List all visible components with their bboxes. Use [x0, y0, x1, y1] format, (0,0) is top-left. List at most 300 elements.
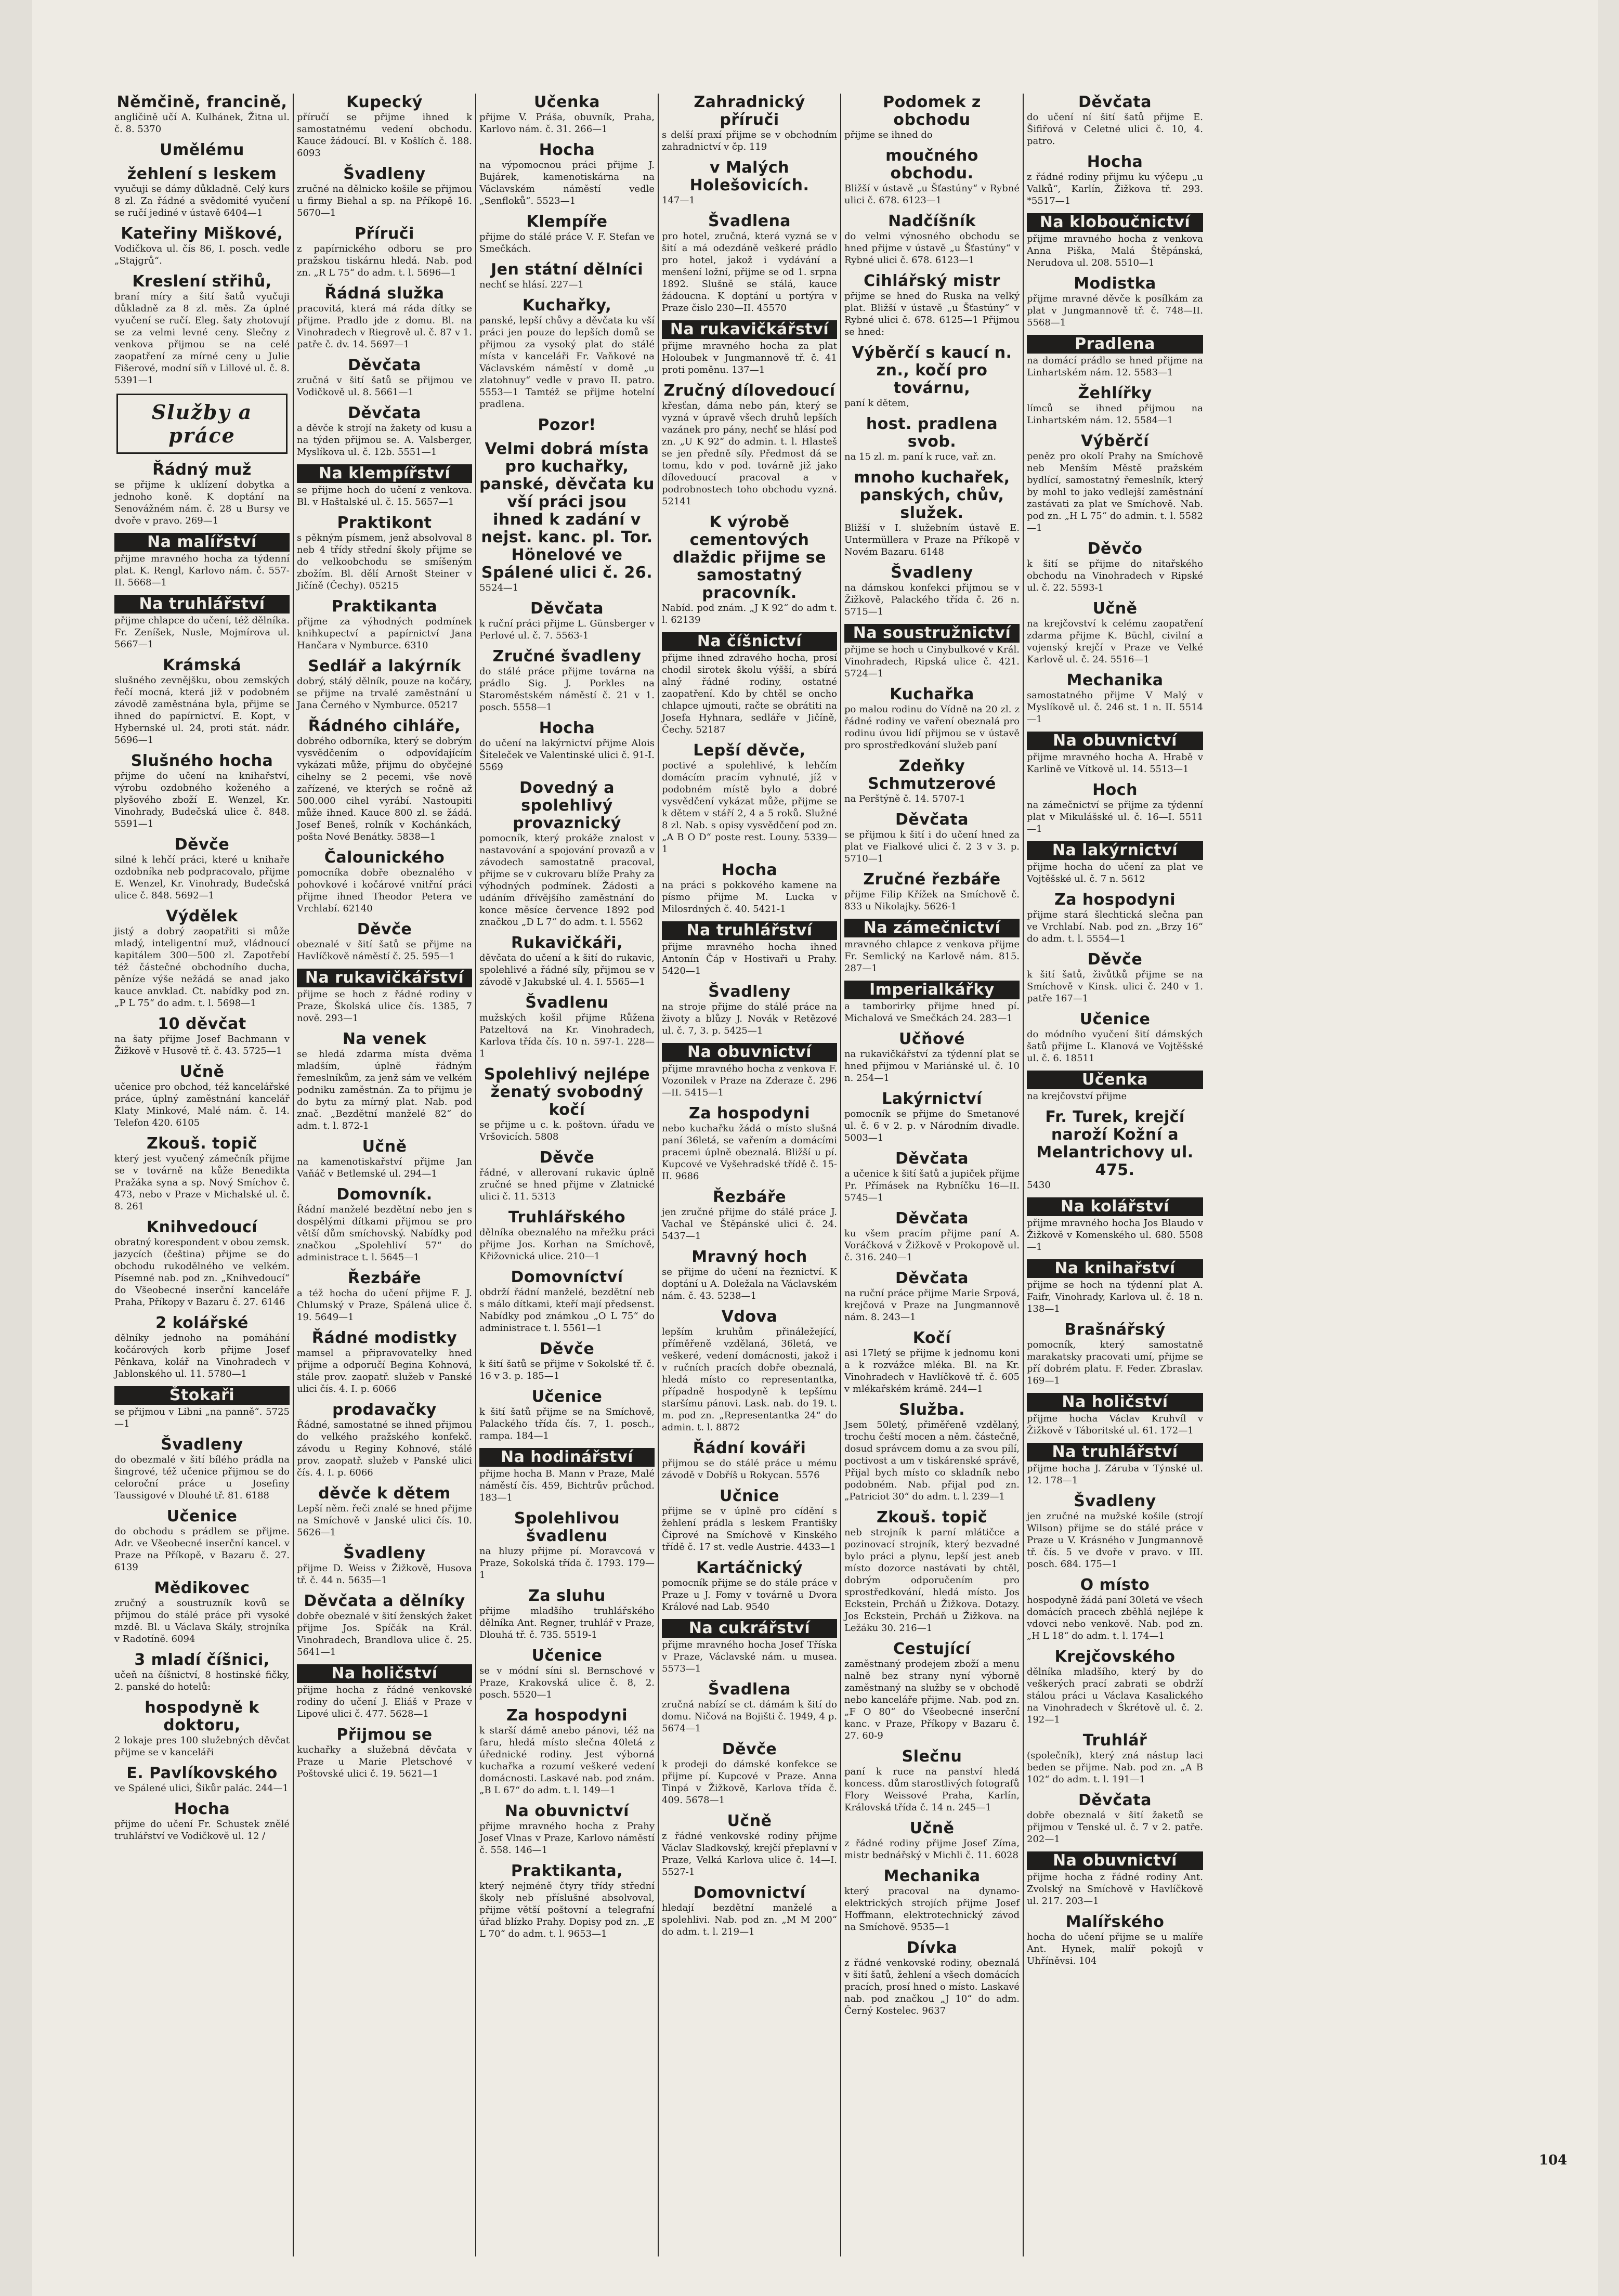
ad-body: na zámečnictví se přijme za týdenní plat v Mikulášské ul. č. 16—I. 5511—1: [1027, 800, 1203, 834]
ad-body: hospodyně žádá paní 30letá ve všech domácích pracech zběhlá nejlépe k vdovci nebo venkově. Nab. pod zn. „H L 18“ do adm. t. l. 174—1: [1027, 1595, 1203, 1641]
ad-heading: Knihvedoucí: [146, 1218, 258, 1236]
classified-ad: [114, 1801, 290, 1842]
ad-body: na krejčovství přijme: [1027, 1091, 1127, 1102]
classified-ad: [1027, 1851, 1203, 1907]
ad-body: na rukavičkářství za týdenní plat se hned přijmou v Mariánské ul. č. 10 n. 254—1: [844, 1049, 1020, 1084]
classified-ad: [297, 225, 472, 279]
ad-body: Vodičkova ul. čís 86, I. posch. vedle „Stajgrů“.: [114, 243, 290, 266]
classified-ad: [1027, 1197, 1203, 1253]
column-1: [111, 94, 294, 2256]
classified-ad: [1027, 1259, 1203, 1315]
classified-ad: [662, 742, 837, 855]
classified-ad: [479, 1862, 655, 1940]
classified-ad: [114, 1580, 290, 1645]
ad-heading: Mechanika: [883, 1867, 981, 1885]
ad-heading: Hocha: [174, 1800, 230, 1818]
classified-ad: [844, 811, 1020, 865]
ad-heading: Řádné modistky: [311, 1329, 458, 1347]
ad-body: Bližší v ústavě „u Šťastúny“ v Rybné ulici č. 678. 6123—1: [844, 183, 1020, 206]
classified-ad: [662, 921, 837, 977]
classified-ad: [662, 320, 837, 376]
ad-body: přijme se v úplně pro cídění s žehlení prádla s leskem Františky Čiprové na Smíchově v Kinského třídě č. 17 st. vedle Austrie. 4433—1: [662, 1506, 837, 1553]
ad-heading: 3 mladí číšnici,: [134, 1651, 270, 1669]
ad-heading: Hocha: [539, 719, 595, 737]
ad-heading: Učenka: [533, 94, 600, 111]
ad-body: přijme mravného hocha z Prahy Josef Vlnas v Praze, Karlovo náměstí č. 558. 146—1: [479, 1821, 655, 1856]
classified-ad: [1027, 1071, 1203, 1102]
ad-body: přijme hocha J. Záruba v Týnské ul. 12. 178—1: [1027, 1463, 1203, 1486]
ad-body: peněz pro okolí Prahy na Smíchově neb Menším Městě pražském bydlící, samostatný řemeslník, který by mohl to jako vedlejší zaměstnání zastávati za plat ve Smíchově. Nab. pod zn. „H L 75“ do admin. t. l. 5582—1: [1027, 451, 1203, 533]
classified-ad: [1027, 841, 1203, 885]
ad-heading: Němčině, francině,: [116, 94, 288, 111]
classified-ad: [297, 1664, 472, 1720]
classified-ad: [114, 1386, 290, 1430]
ad-body: přijme mravného hocha z venkova F. Vozonilek v Praze na Zderaze č. 296—II. 5415—1: [662, 1063, 837, 1098]
ad-body: přijme hocha do učení za plat ve Vojtěšské ul. č. 7 n. 5612: [1027, 862, 1203, 884]
ad-heading: Na lakýrnictví: [1027, 841, 1203, 860]
ad-body: přijmou se do stálé práce u mému závodě v Dobříš u Rokycan. 5576: [662, 1458, 837, 1481]
ad-body: k starší dámě anebo pánovi, též na faru, hledá místo slečna 40letá z úřednické rodiny. Jest výborná kuchařka a rozumí veškeré vedení domácnosti. Laskavé nab. pod znám. „B L 67“ do adm. t. l. 149—1: [479, 1725, 655, 1796]
classified-ad: [479, 934, 655, 988]
ad-heading: Mravný hoch: [691, 1248, 807, 1266]
ad-body: neb strojník k parní mlátičce a pozinovací strojník, který bezvadné bylo práci a plynu, lepší jest aneb místo dozorce nastávati by chtěl, dobrým odporučením pro sprostředkování, hledá místo. Jos Eckstein, Prcháň u Žižkova. Dotazy. Jos Eckstein, Prcháň u Žižkova. na Ležáku 30. 216—1: [844, 1527, 1020, 1634]
classified-ad: [479, 1340, 655, 1382]
classified-ad: [844, 213, 1020, 266]
classified-ad: [479, 1587, 655, 1641]
classified-ad: [297, 405, 472, 458]
ad-body: na výpomocnou práci přijme J. Bujárek, kamenotiskárna na Václavském náměstí vedle „Senfloků“. 5523—1: [479, 160, 655, 206]
ad-heading: Brašnářský: [1064, 1321, 1166, 1339]
ad-body: a učenice k šití šatů a jupiček přijme Pr. Přímásek na Rybníčku 16—II. 5745—1: [844, 1168, 1020, 1203]
ad-heading: Výběrčí s kaucí n. zn., kočí pro továrnu,: [852, 344, 1012, 397]
classified-ad: [662, 1884, 837, 1938]
classified-ad: [662, 382, 837, 507]
ad-body: 5524—1: [479, 582, 519, 593]
classified-ad: [297, 357, 472, 398]
ad-heading: Imperialkářky: [844, 981, 1020, 999]
ad-heading: Domovníctví: [511, 1268, 623, 1286]
ad-body: do obchodu s prádlem se přijme. Adr. ve Všeobecné inserční kancel. v Praze na Příkopě, v Bazaru č. 27. 6139: [114, 1526, 290, 1573]
ad-heading: Učňové: [898, 1030, 965, 1048]
ad-body: angličině učí A. Kulhánek, Žitna ul. č. 8. 5370: [114, 112, 290, 135]
classified-ad: [479, 1647, 655, 1701]
ad-body: učeň na číšnictví, 8 hostinské fičky, 2. panské do hotelů:: [114, 1669, 290, 1692]
classified-ad: [844, 1401, 1020, 1503]
ad-body: přijme do učení Fr. Schustek znělé truhlářství ve Vodičkově ul. 12 /: [114, 1819, 290, 1842]
ad-heading: Učenice: [531, 1388, 603, 1406]
classified-ad: [844, 1270, 1020, 1323]
ad-heading: Praktikont: [337, 514, 432, 532]
ad-body: Jsem 50letý, přiměřeně vzdělaný, trochu čeští mocen a něm. částečně, dosud správcem domu a za svou pílí, poctivost a um v tiskárenské správě, Přijal bych místo co skladník nebo podobném. Nab. přijal pod zn. „Patriciot 30“ do adm. t. l. 239—1: [844, 1419, 1020, 1502]
ad-heading: Zručný dílovedoucí: [663, 382, 835, 400]
classified-ad: [1027, 385, 1203, 426]
classified-ad: [662, 213, 837, 314]
classified-ad: [662, 1741, 837, 1806]
ad-heading: Řádná služka: [324, 284, 445, 303]
ad-heading: Sedlář a lakýrník: [308, 657, 461, 675]
ad-body: a děvče k strojí na žakety od kusu a na týden přijmou se. A. Valsberger, Myslíkova ul. č. 12b. 5551—1: [297, 423, 472, 458]
ad-body: obdrží řádní manželé, bezdětní neb s málo dítkami, kteří mají předsenst. Nabídky pod známkou „O L 75“ do administrace t. l. 5561—1: [479, 1287, 655, 1334]
classified-ad: [114, 1651, 290, 1693]
ad-body: obratný korespondent v obou zemsk. jazycích (čeština) přijme se do obchodu rukodělného ve velkém. Písemné nab. pod zn. „Knihvedoucí“ do Všeobecné inserční kanceláře Praha, Příkopy v Bazaru č. 27. 6146: [114, 1237, 290, 1308]
ad-heading: Švadlena: [708, 1680, 791, 1699]
classified-ad: [297, 921, 472, 962]
ad-body: zručné na dělnicko košile se přijmou u firmy Biehal a sp. na Příkopě 16. 5670—1: [297, 184, 472, 218]
classified-ad: [297, 165, 472, 219]
ad-body: mužských košil přijme Růžena Patzeltová na Kr. Vinohradech, Karlova třída čís. 10 n. 597-1. 228—1: [479, 1012, 655, 1059]
ad-body: dělníka obeznalého na mřežku práci přijme Jos. Korhan na Smíchově, Křižovnická ulice. 210—1: [479, 1227, 655, 1262]
ad-body: přijme mravného hocha Jos Blaudo v Žižkově v Komenského ul. 680. 5508—1: [1027, 1218, 1203, 1253]
ad-heading: Děvčata: [895, 1209, 969, 1228]
ad-body: přijme se hoch z řádné rodiny v Praze, Školská ulice čís. 1385, 7 nově. 293—1: [297, 989, 472, 1024]
ad-heading: Velmi dobrá místa pro kuchařky, panské, děvčata ku vší práci jsou ihned k zadání v nejst. kanc. pl. Tor. Hönelové ve Spálené ulici č. 26.: [479, 440, 655, 582]
classified-ad: [662, 862, 837, 915]
ad-body: se v módní síni sl. Bernschové v Praze, Krakovská ulice č. 8, 2. posch. 5520—1: [479, 1665, 655, 1700]
classified-ad: [1027, 672, 1203, 725]
ad-heading: hospodyně k doktoru,: [145, 1699, 259, 1734]
classified-ad: [1027, 540, 1203, 594]
classified-ad: [844, 1868, 1020, 1933]
ad-heading: Na obuvnictví: [505, 1802, 629, 1820]
classified-ad: [662, 1812, 837, 1878]
ad-body: samostatného přijme V Malý v Myslíkově ul. č. 246 st. 1 n. II. 5514—1: [1027, 690, 1203, 725]
ad-heading: Řádný muž: [152, 461, 252, 479]
ad-body: ve Spálené ulici, Šikůr palác. 244—1: [114, 1783, 289, 1794]
ad-body: přijme se ihned do: [844, 129, 933, 140]
classified-ad: [844, 272, 1020, 338]
classified-ad: [297, 718, 472, 843]
classified-ad: [844, 469, 1020, 558]
ad-body: se hledá zdarma místa dvěma mladším, úplně řádným řemeslníkům, za jenž sám ve velkém podniku zaměstnán. Za to přijmu je do bytu za mírný plat. Nab. pod znač. „Bezdětní manželé 82“ do adm. t. l. 872-1: [297, 1049, 472, 1131]
classified-ad: [479, 416, 655, 434]
ad-heading: žehlení s leskem: [127, 165, 277, 183]
ad-body: pracovitá, která má ráda dítky se přijme. Pradlo jde z domu. Bl. na Vinohradech v Riegrově ul. č. 87 v 1. patře č. dv. 14. 5697—1: [297, 303, 472, 350]
section-title: Služby a práce: [116, 394, 288, 454]
ad-heading: Slečnu: [902, 1747, 962, 1766]
ad-body: přijme mravného hocha ihned Antonín Čáp v Hostivaři u Prahy. 5420—1: [662, 942, 837, 976]
classified-ad: [479, 1510, 655, 1581]
ad-heading: Hoch: [1092, 781, 1138, 799]
ad-body: mravného chlapce z venkova přijme Fr. Semlický na Karlově nám. 815. 287—1: [844, 939, 1020, 974]
ad-heading: Švadlenu: [525, 994, 609, 1012]
ad-body: na hluzy přijme pí. Moravcová v Praze, Sokolská třída č. 1793. 179—1: [479, 1546, 655, 1581]
classified-ad: [844, 1030, 1020, 1084]
ad-body: dělníky jednoho na pomáhání kočárových korb přijme Josef Pěnkava, kolář na Vinohradech v Jablonského ul. 11. 5780—1: [114, 1333, 290, 1379]
ad-heading: Učenice: [166, 1507, 238, 1525]
classified-ad: [114, 533, 290, 589]
ad-heading: Na hodinářství: [479, 1448, 655, 1467]
ad-heading: Fr. Turek, krejčí naroží Kožní a Melantrichovy ul. 475.: [1036, 1108, 1194, 1179]
classified-ad: [1027, 153, 1203, 207]
ad-body: přijme hocha z řádné venkovské rodiny do učení J. Eliáš v Praze v Lipové ulici č. 477. 5628—1: [297, 1685, 472, 1719]
ad-body: se přijme u c. k. poštovn. úřadu ve Vršovicích. 5808: [479, 1119, 655, 1142]
ad-body: který nejméně čtyry třídy střední školy neb příslušné absolvoval, přijme větší poštovní a telegrafní úřad blízko Prahy. Dopisy pod zn. „E L 70“ do adm. t. l. 9653—1: [479, 1881, 655, 1939]
ad-body: zaměstnaný prodejem zboží a menu nalně bez strany nyní výborně zaměstnaný na služby se v obchodě nebo kanceláře přijme. Nab. pod zn. „F O 80“ do Všeobecné inserční kanc. v Praze, Příkopy v Bazaru č. 27. 60-9: [844, 1659, 1020, 1741]
ad-heading: Řezbáře: [347, 1269, 422, 1287]
classified-ad: [297, 94, 472, 159]
ad-body: přijme do stálé práce V. F. Stefan ve Smečkách.: [479, 231, 655, 254]
page-number: 104: [1539, 2152, 1568, 2168]
ad-heading: Děvčata: [1078, 94, 1152, 111]
ad-body: panské, lepší chůvy a děvčata ku vší práci jen pouze do lepších domů se přijmou za vysoký plat do stálé místa v kanceláři Fr. Vaňkové na Václavském náměstí v domě „u zlatohnuy“ vedle v pravo II. patro. 5553—1 Tamtéž se přijme hotelní pradlena.: [479, 315, 655, 410]
ad-body: ku všem pracím přijme paní A. Voráčková v Žižkově v Prokopově ul. č. 316. 240—1: [844, 1228, 1020, 1263]
ad-heading: K výrobě cementových dlaždic přijme se samostatný pracovník.: [672, 513, 827, 602]
ad-body: pro hotel, zručná, která vyzná se v šití a má odezdáně veškeré prádlo pro hotel, jakož i vydávání a menšení ložní, přijme se od 1. srpna 1892. Slušně se stálá, kauce žádoucna. K doptání u portýra v Praze čislo 230—II. 45570: [662, 231, 837, 314]
ad-body: asi 17letý se přijme k jednomu koni a k rozvážce mléka. Bl. na Kr. Vinohradech v Havlíčkově tř. č. 605 v mlékařském krámě. 244—1: [844, 1348, 1020, 1394]
ad-heading: prodavačky: [332, 1401, 437, 1419]
ad-body: dobře obeznalá v šití žaketů se přijmou v Tenské ul. č. 7 v 2. patře. 202—1: [1027, 1810, 1203, 1845]
classified-ad: [1027, 1493, 1203, 1570]
classified-ad: [479, 94, 655, 135]
classified-ad: [297, 1030, 472, 1132]
ad-heading: Kuchařky,: [522, 296, 612, 315]
classified-ad: [662, 94, 837, 153]
classified-ad: [1027, 1011, 1203, 1064]
ad-heading: Praktikanta,: [511, 1862, 623, 1880]
classified-ad: [479, 1209, 655, 1262]
ad-body: na kamenotiskařství přijme Jan Vaňáč v Betlemské ul. 294—1: [297, 1156, 472, 1179]
ad-body: pomocník přijme se do stále práce v Praze u J. Fomy v továrně u Dvora Králové nad Lab. 9540: [662, 1577, 837, 1612]
classified-ad: [844, 1820, 1020, 1861]
ad-body: přijme hocha B. Mann v Praze, Malé náměstí čís. 459, Bichtrův průchod. 183—1: [479, 1468, 655, 1503]
ad-body: přijme za výhodných podmínek knihkupectví a papírnictví Jana Hančara v Nymburce. 6310: [297, 616, 472, 651]
ad-heading: Na truhlářství: [1027, 1443, 1203, 1462]
ad-heading: Za hospodyni: [1054, 891, 1176, 909]
ad-body: (společník), který zná nástup laci beden se přijme. Nab. pod zn. „A B 102“ do adm. t. l. 191—1: [1027, 1750, 1203, 1785]
ad-heading: Hocha: [1087, 153, 1143, 171]
ad-heading: Děvče: [174, 836, 230, 854]
classified-ad: [1027, 94, 1203, 147]
ad-body: kuchařky a služebná děvčata v Praze u Marie Pletschové v Poštovské ulici č. 19. 5621—1: [297, 1744, 472, 1779]
classified-ad: [297, 849, 472, 915]
classified-ad: [114, 657, 290, 746]
ad-heading: Klempíře: [526, 213, 608, 231]
ad-heading: Na truhlářství: [114, 595, 290, 614]
ad-heading: Štokaři: [114, 1386, 290, 1405]
ad-body: který pracoval na dynamo-elektrických strojích přijme Josef Hoffmann, elektrotechnický závod na Smíchově. 9535—1: [844, 1886, 1020, 1933]
ad-body: obeznalé v šití šatů se přijme na Havlíčkově náměstí č. 25. 595—1: [297, 939, 472, 962]
classified-ad: [479, 297, 655, 410]
ad-heading: Na truhlářství: [662, 921, 837, 940]
ad-body: přijme se hoch u Cinybulkové v Král. Vinohradech, Ripská ulice č. 421. 5724—1: [844, 644, 1020, 679]
ad-body: k šití šatů přijme se na Smíchově, Palackého třída čís. 7, 1. posch., rampa. 184—1: [479, 1406, 655, 1441]
ad-body: límců se ihned přijmou na Linhartském nám. 12. 5584—1: [1027, 403, 1203, 426]
ad-body: přijme mravné děvče k posílkám za plat v Jungmannově tř. č. 748—II. 5568—1: [1027, 293, 1203, 328]
classified-ad: [662, 1559, 837, 1613]
classified-ad: [844, 1640, 1020, 1742]
ad-body: z řádné venkovské rodiny, obeznalá v šití šatů, žehlení a všech domácích pracích, prosí hned o místo. Laskavé nab. pod značkou „J 10“ do adm. Černý Kostelec. 9637: [844, 1958, 1020, 2016]
ad-body: z řádné rodiny přijmu ku výčepu „u Valků“, Karlín, Žižkova tř. 293. *5517—1: [1027, 172, 1203, 206]
ad-body: zručná v šití šatů se přijmou ve Vodičkově ul. 8. 5661—1: [297, 375, 472, 398]
classified-ad: [1027, 275, 1203, 329]
classified-ad: [114, 461, 290, 527]
ad-body: z řádné venkovské rodiny přijme Václav Sladkovský, krejčí přeplavní v Praze, Velká Karlova ulice č. 14—I. 5527-1: [662, 1831, 837, 1877]
ad-heading: děvče k dětem: [318, 1484, 451, 1503]
classified-ad: [297, 1186, 472, 1263]
ad-body: vyučuji se dámy důkladně. Celý kurs 8 zl. Za řádné a svědomité vyučení se ručí jediné v ústavě 6404—1: [114, 184, 290, 218]
classified-ad: [297, 514, 472, 592]
classified-ad: [479, 648, 655, 713]
classified-ad: [297, 1545, 472, 1586]
ad-heading: Hocha: [539, 141, 595, 159]
ad-heading: Domovník.: [336, 1185, 433, 1204]
classified-ad: [844, 344, 1020, 409]
ad-heading: Za sluhu: [528, 1587, 606, 1605]
classified-ad: [844, 871, 1020, 912]
ad-heading: Na obuvnictví: [1027, 1851, 1203, 1870]
classified-ad: [1027, 1732, 1203, 1785]
ad-body: přijme chlapce do učení, též dělníka. Fr. Zeníšek, Nusle, Mojmírova ul. 5667—1: [114, 615, 290, 650]
ad-heading: Děvčata: [895, 1269, 969, 1287]
ad-heading: Čalounického: [324, 849, 445, 867]
classified-ad: [662, 514, 837, 626]
classified-ad: [844, 624, 1020, 680]
ad-body: na práci s pokkového kamene na písmo přijme M. Lucka v Milosrdných č. 40. 5421-1: [662, 880, 837, 915]
ad-body: přijme hocha z řádné rodiny Ant. Zvolský na Smíchově v Havlíčkově ul. 217. 203—1: [1027, 1872, 1203, 1907]
ad-heading: Švadleny: [891, 564, 973, 582]
ad-heading: Malířského: [1065, 1913, 1165, 1931]
ad-heading: Zdeňky Schmutzerové: [868, 757, 996, 793]
ad-body: 2 lokaje pres 100 služebných děvčat přijme se v kanceláři: [114, 1735, 290, 1758]
classified-ad: [479, 600, 655, 642]
ad-heading: Praktikanta: [331, 597, 438, 616]
ad-body: přijme mravného hocha A. Hrabě v Karlině ve Vítkově ul. 14. 5513—1: [1027, 752, 1203, 775]
ad-heading: O místo: [1080, 1576, 1150, 1594]
classified-ad: [114, 273, 290, 386]
classified-ad: [479, 440, 655, 594]
ad-heading: Na holičství: [297, 1664, 472, 1683]
classified-ad: [844, 981, 1020, 1024]
ad-heading: Učenice: [531, 1647, 603, 1665]
ad-body: Řádné, samostatné se ihned přijmou do velkého pražského konfekč. závodu u Reginy Kohnové, stálé prov. zaopatř. služeb v Panské ulici čís. 4. I. p. 6066: [297, 1419, 472, 1478]
ad-body: přijme mravného hocha za plat Holoubek v Jungmannově tř. č. 41 proti poměnu. 137—1: [662, 341, 837, 375]
ad-heading: Cestující: [893, 1640, 971, 1658]
ad-heading: Modistka: [1074, 275, 1156, 293]
classified-ad: [662, 1105, 837, 1182]
ad-body: do učení na lakýrnictví přijme Alois Šiteleček ve Valentinské ulici č. 91-I. 5569: [479, 738, 655, 773]
ad-body: přijme mravného hocha Josef Tříska v Praze, Václavské nám. u musea. 5573—1: [662, 1639, 837, 1674]
ad-body: a též hocha do učení přijme F. J. Chlumský v Praze, Spálená ulice č. 19. 5649—1: [297, 1288, 472, 1323]
ad-heading: Mechanika: [1066, 671, 1164, 689]
ad-body: k šití se přijme do nitařského obchodu na Vinohradech v Ripské ul. č. 22. 5593-1: [1027, 558, 1203, 593]
classified-ad: [662, 1619, 837, 1675]
ad-heading: Na rukavičkářství: [297, 969, 472, 987]
ad-heading: Na číšnictví: [662, 632, 837, 651]
ad-heading: Děvče: [539, 1149, 595, 1167]
classified-columns: [111, 94, 1572, 2256]
ad-body: do velmi výnosného obchodu se hned přijme v ústavě „u Šťastúny“ v Rybné ulici č. 678. 6123—1: [844, 231, 1020, 266]
ad-heading: Učenka: [1027, 1071, 1203, 1089]
classified-ad: [114, 752, 290, 830]
ad-body: přijme Filip Křížek na Smíchově č. 833 u Nikolajky. 5626-1: [844, 889, 1020, 912]
ad-heading: Na kloboučnictví: [1027, 213, 1203, 232]
ad-body: do módního vyučení šití dámských šatů přijme L. Klanová ve Vojtěšské ul. č. 6. 18511: [1027, 1029, 1203, 1064]
ad-heading: Na obuvnictví: [1027, 732, 1203, 750]
classified-ad: [297, 1270, 472, 1323]
ad-body: přijme D. Weiss v Žižkově, Husova tř. č. 44 n. 5635—1: [297, 1563, 472, 1586]
ad-body: přijme hocha Václav Kruhvíl v Žižkově v Táboritské ul. 61. 172—1: [1027, 1413, 1203, 1436]
ad-heading: Spolehlivý nejlépe ženatý svobodný kočí: [484, 1065, 650, 1119]
ad-body: 5430: [1027, 1180, 1051, 1191]
ad-body: dobrého odborníka, který se dobrým vysvědčením o odpovídajícím vykázati může, přijmu do obyčejné cihelny se 2 pecemi, vše nově zařízené, ve kterých se ročně až 500.000 cihel vyrábí. Nastoupiti může ihned. Kauce 800 zl. se žádá. Josef Beneš, rolník v Kochánkách, pošta Nové Benátky. 5838—1: [297, 736, 472, 842]
ad-body: nebo kuchařku žádá o místo slušná paní 36letá, se vařením a domácími pracemi úplně obeznalá. Bližší u pí. Kupcové ve Vyšehradské třídě č. 15-II. 9686: [662, 1123, 837, 1182]
ad-body: děvčata do učení a k šití do rukavic, spolehlivé a řádné síly, přijmou se v závodě v Jakubské ul. 4. I. 5565—1: [479, 953, 655, 987]
classified-ad: [844, 1150, 1020, 1204]
ad-heading: Za hospodyni: [506, 1706, 628, 1725]
ad-body: s pěkným písmem, jenž absolvoval 8 neb 4 třídy střední školy přijme se do velkoobchodu se smíšeným zbožím. Bl. dělí Arnošt Steiner v Jičíně (Čechy). 05215: [297, 532, 472, 591]
ad-heading: Učenice: [1079, 1010, 1151, 1028]
classified-ad: [114, 595, 290, 650]
classified-ad: [297, 969, 472, 1024]
ad-heading: Jen státní dělníci: [491, 260, 643, 279]
classified-ad: [844, 1329, 1020, 1395]
ad-heading: Na cukrářství: [662, 1619, 837, 1638]
ad-body: dobře obeznalé v šití ženských žaket přijme Jos. Spíčák na Král. Vinohradech, Brandlova ulice č. 25. 5641—1: [297, 1611, 472, 1658]
ad-heading: Lepší děvče,: [693, 741, 806, 760]
classified-ad: [297, 658, 472, 711]
ad-heading: Zkouš. topič: [146, 1134, 258, 1153]
ad-heading: Učně: [362, 1138, 407, 1156]
classified-ad: [662, 1681, 837, 1734]
classified-ad: [479, 779, 655, 928]
ad-heading: Krámská: [162, 656, 242, 674]
classified-ad: [297, 464, 472, 508]
ad-body: Bližší v I. služebním ústavě E. Untermüllera v Praze na Příkopě v Novém Bazaru. 6148: [844, 523, 1020, 557]
ad-heading: Na venek: [342, 1030, 427, 1048]
classified-ad: [297, 285, 472, 350]
ad-body: do stálé práce přijme továrna na prádlo Sig. J. Porkles na Staroměstském náměstí č. 21 v 1. posch. 5558—1: [479, 666, 655, 713]
ad-heading: Dovedný a spolehlivý provaznický: [513, 779, 621, 832]
ad-heading: Děvčata: [348, 404, 421, 422]
ad-heading: Krejčovského: [1054, 1648, 1176, 1666]
ad-body: do obezmalé v šití bílého prádla na šingrové, též učenice přijmou se do celoroční práce u Josefiny Taussigové v Dlouhé tř. 81. 6188: [114, 1454, 290, 1501]
classified-ad: [844, 1748, 1020, 1814]
ad-body: přijme mravného hocha za týdenní plat. K. Rengl, Karlovo nám. č. 557-II. 5668—1: [114, 553, 290, 588]
ad-heading: Kupecký: [346, 94, 423, 111]
ad-body: a tamborirky přijme hned pí. Michalová ve Smečkách 24. 283—1: [844, 1001, 1020, 1024]
ad-heading: Truhlář: [1082, 1731, 1147, 1750]
ad-heading: Učně: [909, 1819, 955, 1837]
classified-ad: [662, 159, 837, 206]
classified-ad: [479, 1448, 655, 1504]
classified-ad: [662, 1189, 837, 1242]
ad-heading: Rukavičkáři,: [511, 934, 623, 952]
ad-heading: Učně: [179, 1063, 225, 1081]
ad-body: k šití šatů se přijme v Sokolské tř. č. 16 v 3. p. 185—1: [479, 1359, 655, 1381]
ad-heading: Na zámečnictví: [844, 919, 1020, 937]
classified-ad: [479, 720, 655, 773]
ad-heading: Učně: [727, 1812, 772, 1830]
classified-ad: [1027, 433, 1203, 534]
ad-heading: Kreslení střihů,: [132, 272, 272, 291]
ad-heading: Na holičství: [1027, 1393, 1203, 1412]
ad-body: k ruční práci přijme L. Günsberger v Perlové ul. č. 7. 5563-1: [479, 618, 655, 641]
ad-heading: Hocha: [721, 861, 778, 879]
ad-heading: Slušného hocha: [130, 752, 273, 770]
classified-ad: [844, 94, 1020, 141]
classified-ad: [297, 598, 472, 651]
ad-heading: Děvčata: [895, 1150, 969, 1168]
classified-ad: [114, 1063, 290, 1129]
ad-body: jen zručné přijme do stálé práce J. Vachal ve Štěpánské ulici č. 24. 5437—1: [662, 1207, 837, 1242]
ad-heading: Na rukavičkářství: [662, 320, 837, 339]
ad-heading: Cihlářský mistr: [864, 272, 1000, 290]
classified-ad: [1027, 1443, 1203, 1486]
ad-body: pomocník se přijme do Smetanové ul. č. 6 v 2. p. v Národním divadle. 5003—1: [844, 1108, 1020, 1143]
ad-body: přijme mladšího truhlářského dělníka Ant. Regner, truhlář v Praze, Dlouhá tř. č. 735. 5519-1: [479, 1606, 655, 1640]
classified-ad: [662, 1488, 837, 1553]
classified-ad: [1027, 335, 1203, 379]
